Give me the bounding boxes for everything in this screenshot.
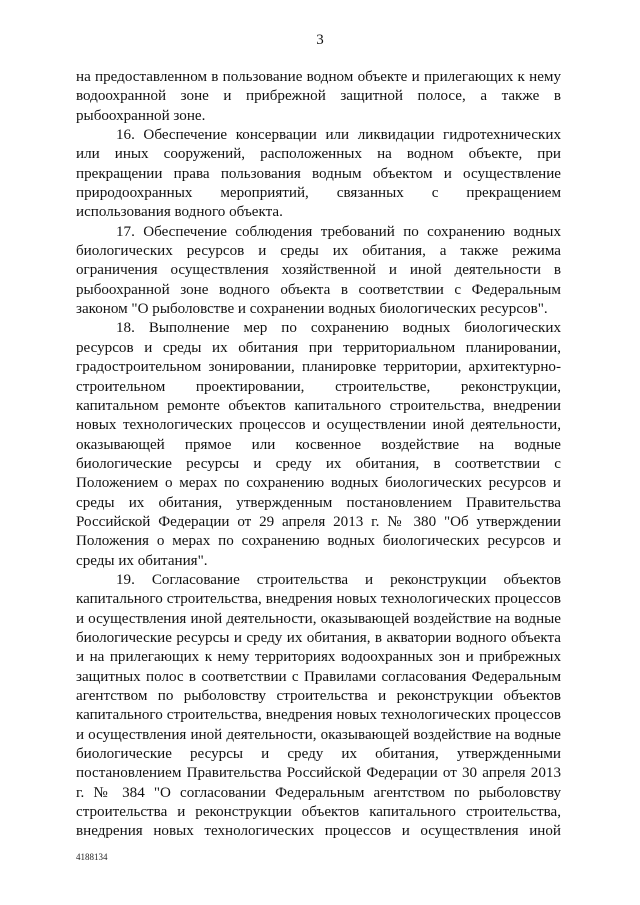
paragraph-item-16: 16. Обеспечение консервации или ликвидации гидротехнических или иных сооружений, расположенных на водном объекте, при прекращении права пользования водным объектом и осуществление природоохранных мероприятий, связанных с прекращением использования водного объекта. xyxy=(76,127,561,221)
paragraph-item-17: 17. Обеспечение соблюдения требований по сохранению водных биологических ресурсов и среды их обитания, а также режима ограничения осуществления хозяйственной и иной деятельности в рыбоохранной зоне водного объекта в соответствии с Федеральным законом "О рыболовстве и сохранении водных биологических ресурсов". xyxy=(76,223,561,318)
paragraph-item-18: 18. Выполнение мер по сохранению водных биологических ресурсов и среды их обитания при территориальном планировании, градостроительном зонировании, планировке территории, архитектурно-строительном проектировании, строительстве, реконструкции, капитальном ремонте объектов капитального строительства, внедрении новых технологических процессов и осуществлении иной деятельности, оказывающей прямое или косвенное воздействие на водные биологические ресурсы и среду их обитания, в соответствии с Положением о мерах по сохранению водных биологических ресурсов и среды их обитания, утвержденным постановлением Правительства Российской Федерации от 29 апреля 2013 г. № 380 "Об утверждении Положения о мерах по сохранению водных биологических ресурсов и среды их обитания". xyxy=(76,320,561,569)
paragraph-continuation: на предоставленном в пользование водном объекте и прилегающих к нему водоохранной зоне и прибрежной защитной полосе, а также в рыбоохранной зоне. xyxy=(76,69,561,124)
paragraph-item-19: 19. Согласование строительства и реконструкции объектов капитального строительства, внедрения новых технологических процессов и осуществления иной деятельности, оказывающей воздействие на водные биологические ресурсы и среду их обитания, в акватории водного объекта и на прилегающих к нему территориях водоохранных зон и прибрежных защитных полос в соответствии с Правилами согласования Федеральным агентством по рыболовству строительства и реконструкции объектов капитального строительства, внедрения новых технологических процессов и осуществления иной деятельности, оказывающей воздействие на водные биологические ресурсы и среду их обитания, утвержденными постановлением Правительства Российской Федерации от 30 апреля 2013 г. № 384 "О согласовании Федеральным агентством по рыболовству строительства и реконструкции объектов капитального строительства, внедрения новых технологических процессов и осуществления иной xyxy=(76,571,561,840)
document-code: 4188134 xyxy=(76,852,108,862)
document-body xyxy=(76,68,561,842)
page-number: 3 xyxy=(316,32,324,48)
